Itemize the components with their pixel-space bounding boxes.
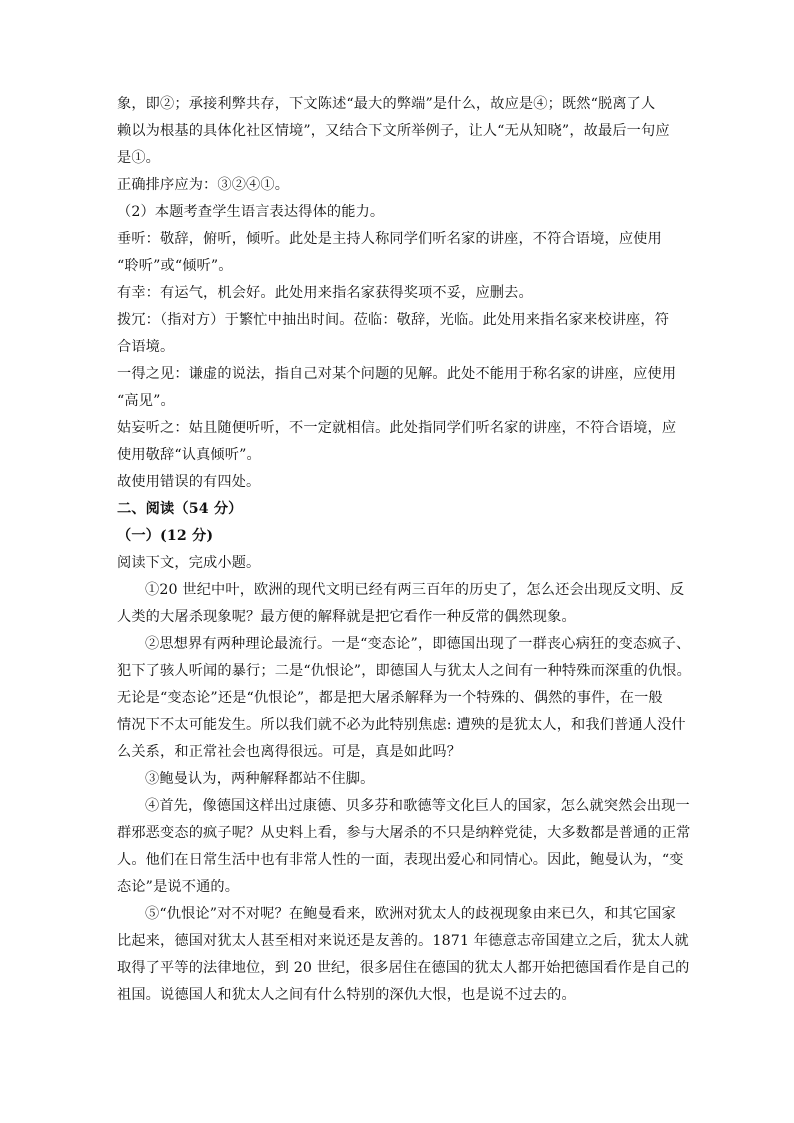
text-line: ④首先，像德国这样出过康德、贝多芬和歌德等文化巨人的国家，怎么就突然会出现一 xyxy=(145,798,690,814)
text-line: 是①。 xyxy=(117,150,161,166)
text-line: 么关系，和正常社会也离得很远。可是，真是如此吗？ xyxy=(117,744,462,760)
text-line: 祖国。说德国人和犹太人之间有什么特别的深仇大恨，也是说不过去的。 xyxy=(117,987,576,1003)
text-line: 姑妄听之：姑且随便听听，不一定就相信。此处指同学们听名家的讲座，不符合语境，应 xyxy=(117,420,677,436)
text-line: 垂听：敬辞，俯听，倾听。此处是主持人称同学们听名家的讲座，不符合语境，应使用 xyxy=(117,231,662,247)
text-line: “高见”。 xyxy=(117,393,175,409)
text-line: 比起来，德国对犹太人甚至相对来说还是友善的。1871 年德意志帝国建立之后，犹太人就 xyxy=(117,933,689,949)
text-line: 取得了平等的法律地位，到 20 世纪，很多居住在德国的犹太人都开始把德国看作是自己的 xyxy=(117,960,690,976)
text-line: 合语境。 xyxy=(117,339,175,355)
text-line: 赖以为根基的具体化社区情境”，又结合下文所举例子，让人“无从知晓”，故最后一句应 xyxy=(117,123,670,139)
text-line: 象，即②；承接利弊共存，下文陈述“最大的弊端”是什么，故应是④；既然“脱离了人 xyxy=(117,96,656,112)
text-line: ①20 世纪中叶，欧洲的现代文明已经有两三百年的历史了，怎么还会出现反文明、反 xyxy=(145,582,685,598)
text-line: 一得之见：谦虚的说法，指自己对某个问题的见解。此处不能用于称名家的讲座，应使用 xyxy=(117,366,677,382)
text-line: 犯下了骇人听闻的暴行；二是“仇恨论”，即德国人与犹太人之间有一种特殊而深重的仇恨。 xyxy=(117,663,691,679)
text-line: 态论”是说不通的。 xyxy=(117,879,240,895)
text-line: 拨冗：（指对方）于繁忙中抽出时间。莅临：敬辞，光临。此处用来指名家来校讲座，符 xyxy=(117,312,670,328)
text-line: 人。他们在日常生活中也有非常人性的一面，表现出爱心和同情心。因此，鲍曼认为，“变 xyxy=(117,852,684,868)
text-line: 人类的大屠杀现象呢？最方便的解释就是把它看作一种反常的偶然现象。 xyxy=(117,609,576,625)
text-line: （2）本题考查学生语言表达得体的能力。 xyxy=(117,204,385,220)
document-page xyxy=(117,91,691,1009)
text-line: ③鲍曼认为，两种解释都站不住脚。 xyxy=(145,771,375,787)
text-line: 无论是“变态论”还是“仇恨论”，都是把大屠杀解释为一个特殊的、偶然的事件，在一般 xyxy=(117,690,663,706)
text-line: ②思想界有两种理论最流行。一是“变态论”，即德国出现了一群丧心病狂的变态疯子、 xyxy=(145,636,691,652)
text-line: 阅读下文，完成小题。 xyxy=(117,555,261,571)
text-line: 使用敬辞“认真倾听”。 xyxy=(117,447,261,463)
text-line: 情况下不太可能发生。所以我们就不必为此特别焦虑: 遭殃的是犹太人，和我们普通人没什 xyxy=(117,717,686,733)
text-line: ⑤“仇恨论”对不对呢？在鲍曼看来，欧洲对犹太人的歧视现象由来已久，和其它国家 xyxy=(145,906,676,922)
text-line: 有幸：有运气，机会好。此处用来指名家获得奖项不妥，应删去。 xyxy=(117,285,533,301)
text-line: 正确排序应为：③②④①。 xyxy=(117,177,290,193)
text-line: 故使用错误的有四处。 xyxy=(117,474,261,490)
section-heading: 二、阅读（54 分） xyxy=(117,501,243,517)
section-heading: （一）(12 分) xyxy=(117,528,214,544)
text-line: 群邪恶变态的疯子呢？从史料上看，参与大屠杀的不只是纳粹党徒，大多数都是普通的正常 xyxy=(117,825,691,841)
text-line: “聆听”或“倾听”。 xyxy=(117,258,233,274)
